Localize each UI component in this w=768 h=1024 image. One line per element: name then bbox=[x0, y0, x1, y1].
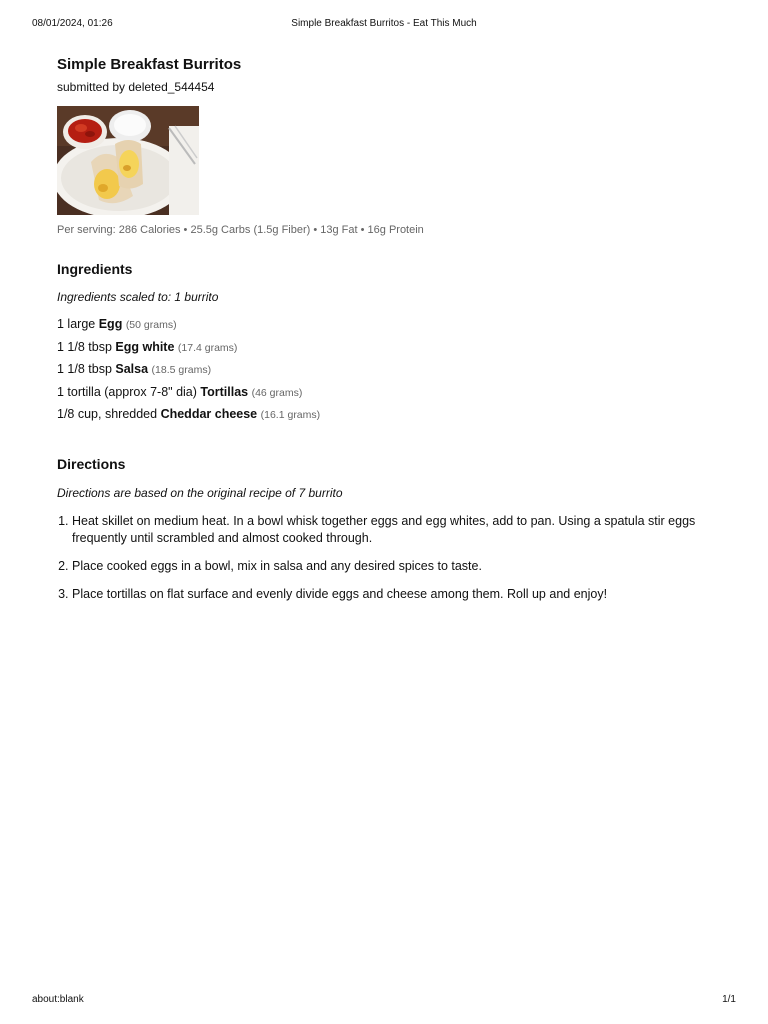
per-serving-nutrition: Per serving: 286 Calories • 25.5g Carbs (1.5g Fiber) • 13g Fat • 16g Protein bbox=[57, 224, 424, 236]
ingredient-name: Egg bbox=[98, 317, 123, 331]
directions-list bbox=[57, 513, 717, 603]
ingredient-amount: 1 tortilla (approx 7-8" dia) bbox=[57, 384, 197, 399]
ingredient-grams: (18.5 grams) bbox=[151, 364, 212, 376]
print-date: 08/01/2024, 01:26 bbox=[32, 18, 113, 29]
burrito-photo bbox=[57, 106, 199, 215]
direction-step: 1. Heat skillet on medium heat. In a bowl whisk together eggs and egg whites, add to pan. Using a spatula stir eggs frequently until scrambled and almost cooked through. bbox=[72, 513, 717, 547]
ingredient-item bbox=[57, 382, 717, 405]
directions-heading: Directions bbox=[57, 455, 126, 472]
print-page-number: 1/1 bbox=[722, 994, 736, 1005]
ingredient-name: Cheddar cheese bbox=[160, 407, 258, 421]
recipe-title: Simple Breakfast Burritos bbox=[57, 56, 242, 73]
recipe-content bbox=[57, 54, 717, 614]
ingredient-name: Egg white bbox=[115, 339, 175, 354]
ingredients-heading: Ingredients bbox=[57, 261, 133, 277]
directions-note: Directions are based on the original recipe of 7 burrito bbox=[57, 485, 343, 500]
ingredient-grams: (17.4 grams) bbox=[177, 341, 238, 354]
ingredient-item bbox=[57, 314, 717, 337]
ingredient-item bbox=[57, 359, 717, 382]
ingredient-grams: (46 grams) bbox=[251, 386, 303, 399]
ingredient-grams: (50 grams) bbox=[125, 319, 177, 331]
submitted-by: submitted by deleted_544454 bbox=[57, 80, 215, 94]
direction-step: 3. Place tortillas on flat surface and evenly divide eggs and cheese among them. Roll up and enjoy! bbox=[72, 586, 717, 603]
print-footer bbox=[32, 994, 736, 1008]
ingredients-list bbox=[57, 314, 717, 427]
ingredient-amount: 1 1/8 tbsp bbox=[57, 339, 112, 354]
print-page-title: Simple Breakfast Burritos - Eat This Much bbox=[291, 18, 477, 29]
ingredient-grams: (16.1 grams) bbox=[260, 409, 321, 421]
ingredient-name: Tortillas bbox=[200, 384, 249, 399]
ingredients-scaled-note: Ingredients scaled to: 1 burrito bbox=[57, 290, 219, 304]
ingredient-amount: 1 1/8 tbsp bbox=[57, 362, 112, 376]
print-url: about:blank bbox=[32, 994, 84, 1005]
ingredient-item bbox=[57, 337, 717, 360]
ingredient-item bbox=[57, 404, 717, 427]
ingredient-amount: 1/8 cup, shredded bbox=[57, 407, 158, 421]
ingredient-amount: 1 large bbox=[57, 317, 96, 331]
direction-step: 2. Place cooked eggs in a bowl, mix in salsa and any desired spices to taste. bbox=[72, 558, 717, 575]
ingredient-name: Salsa bbox=[115, 362, 149, 376]
print-header bbox=[32, 18, 736, 32]
